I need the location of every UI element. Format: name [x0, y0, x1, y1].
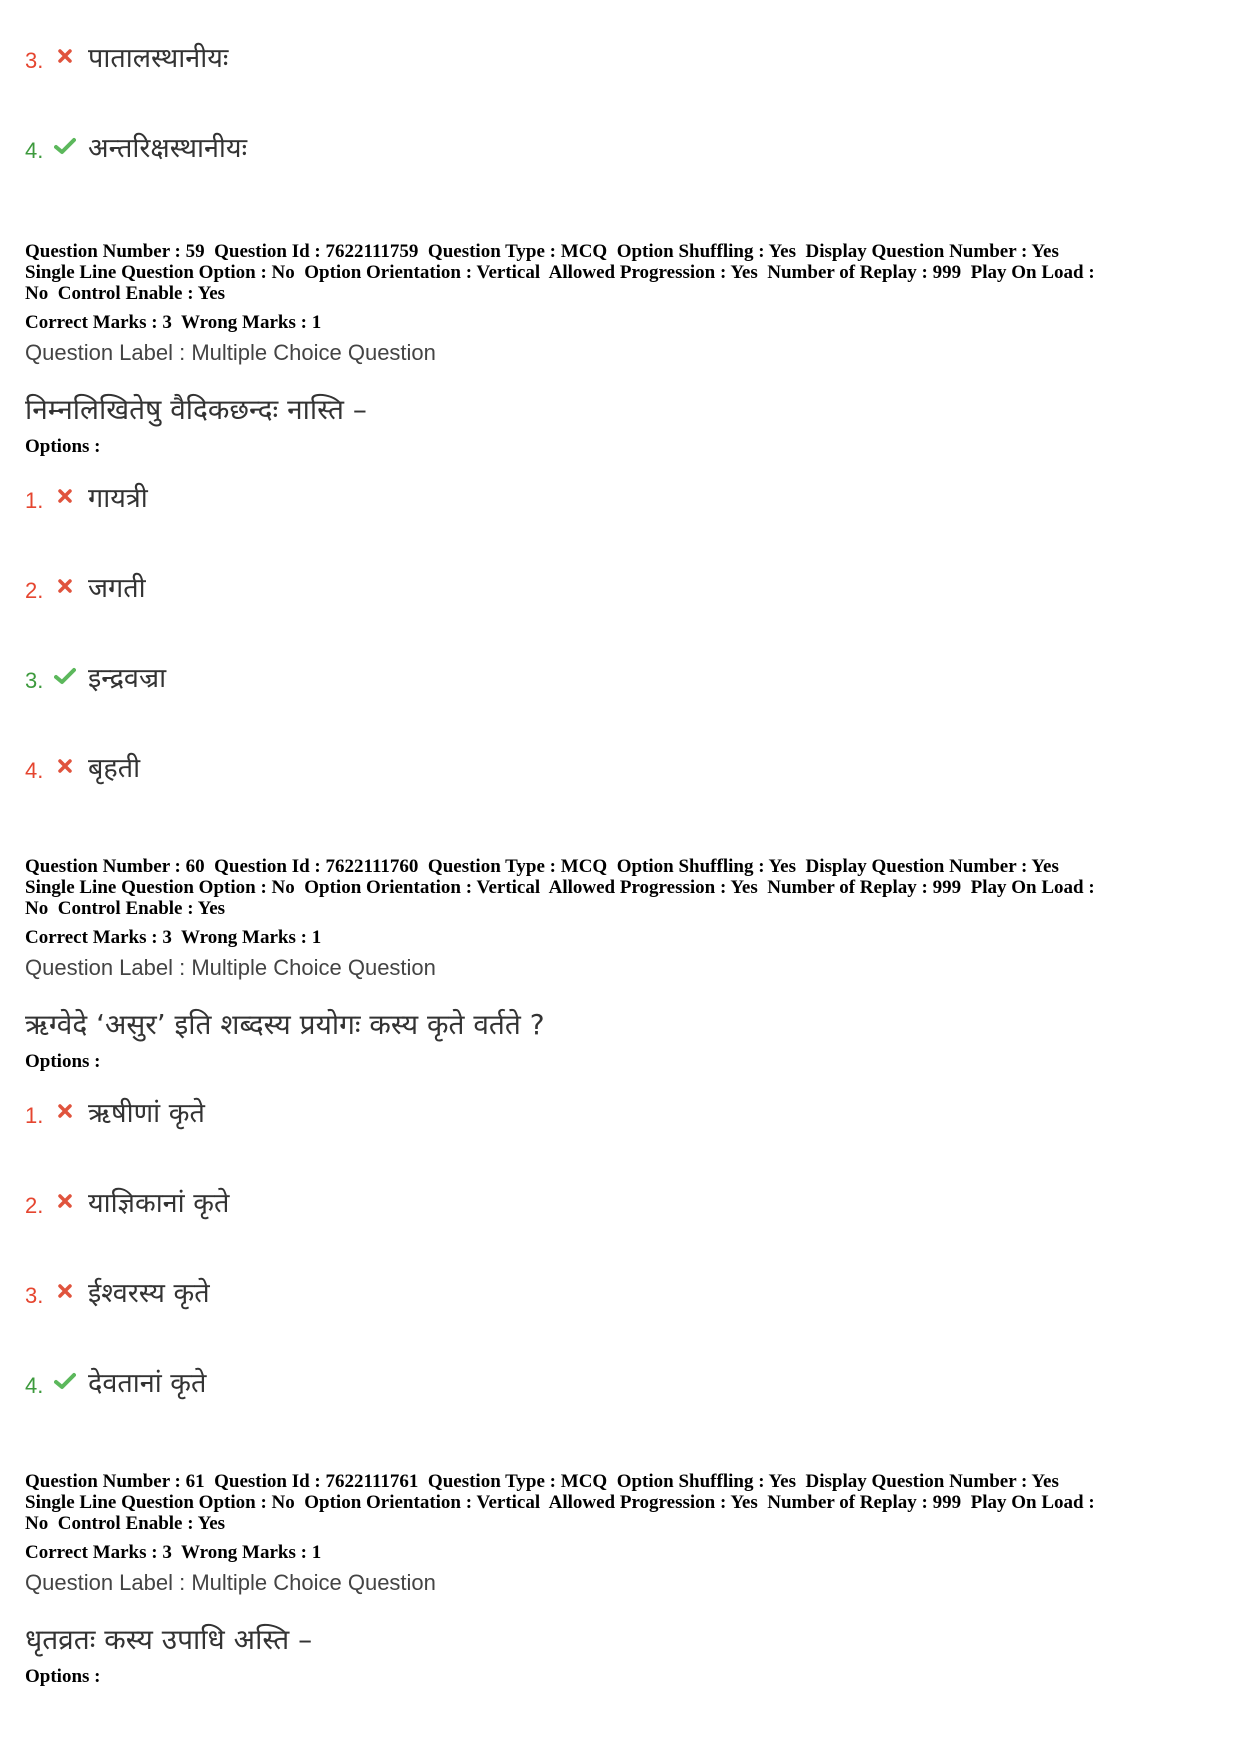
option-text: देवतानां कृते: [88, 1367, 207, 1399]
check-icon: [53, 1369, 77, 1393]
option-row: [25, 1361, 1240, 1401]
option-number: 3.: [25, 668, 44, 693]
question-label: Question Label : Multiple Choice Question: [25, 340, 436, 365]
question-text: धृतव्रतः कस्य उपाधि अस्ति –: [25, 1623, 313, 1656]
cross-icon: [53, 754, 77, 778]
option-text: गायत्री: [88, 482, 148, 514]
cross-icon: [53, 574, 77, 598]
option-text: ऋषीणां कृते: [88, 1097, 205, 1129]
option-row: [25, 656, 1240, 696]
cross-icon: [53, 484, 77, 508]
option-number: 2.: [25, 578, 44, 603]
question-meta-line: Single Line Question Option : No Option Orientation : Vertical Allowed Progression : Yes Number of Replay : 999 Play On Load :: [25, 1492, 1095, 1513]
question-block: [25, 856, 1240, 1401]
question-text: ऋग्वेदे ‘असुर’ इति शब्दस्य प्रयोगः कस्य कृते वर्तते ?: [25, 1008, 545, 1041]
marks-line: Correct Marks : 3 Wrong Marks : 1: [25, 927, 322, 948]
check-icon: [53, 664, 77, 688]
cross-icon: [53, 1189, 77, 1213]
option-list: [25, 476, 1240, 786]
option-text: जगती: [88, 572, 146, 604]
question-label: Question Label : Multiple Choice Question: [25, 1570, 436, 1595]
question-meta-line: No Control Enable : Yes: [25, 1513, 226, 1534]
question-meta-line: Question Number : 61 Question Id : 7622111761 Question Type : MCQ Option Shuffling : Yes Display Question Number : Yes: [25, 1471, 1059, 1492]
option-row: [25, 746, 1240, 786]
option-row: [25, 126, 1240, 166]
question-meta-line: Question Number : 59 Question Id : 7622111759 Question Type : MCQ Option Shuffling : Yes Display Question Number : Yes: [25, 241, 1059, 262]
question-meta-line: Question Number : 60 Question Id : 7622111760 Question Type : MCQ Option Shuffling : Yes Display Question Number : Yes: [25, 856, 1059, 877]
question-meta-line: No Control Enable : Yes: [25, 898, 226, 919]
options-heading: Options :: [25, 436, 101, 457]
question-text: निम्नलिखितेषु वैदिकछन्दः नास्ति –: [25, 393, 367, 426]
question-meta-line: No Control Enable : Yes: [25, 283, 226, 304]
option-number: 4.: [25, 138, 44, 163]
option-number: 3.: [25, 1283, 44, 1308]
question-meta-line: Single Line Question Option : No Option Orientation : Vertical Allowed Progression : Yes Number of Replay : 999 Play On Load :: [25, 877, 1095, 898]
question-block: [25, 1471, 1240, 1688]
question-meta-line: Single Line Question Option : No Option Orientation : Vertical Allowed Progression : Yes Number of Replay : 999 Play On Load :: [25, 262, 1095, 283]
option-number: 4.: [25, 758, 44, 783]
check-icon: [53, 134, 77, 158]
option-text: पातालस्थानीयः: [88, 42, 229, 74]
marks-line: Correct Marks : 3 Wrong Marks : 1: [25, 1542, 322, 1563]
option-text: अन्तरिक्षस्थानीयः: [88, 132, 248, 164]
question-label: Question Label : Multiple Choice Question: [25, 955, 436, 980]
cross-icon: [53, 44, 77, 68]
option-number: 4.: [25, 1373, 44, 1398]
option-row: [25, 1181, 1240, 1221]
option-text: ईश्वरस्य कृते: [88, 1277, 210, 1309]
option-row: [25, 1091, 1240, 1131]
marks-line: Correct Marks : 3 Wrong Marks : 1: [25, 312, 322, 333]
option-list: [25, 1091, 1240, 1401]
option-number: 1.: [25, 1103, 44, 1128]
option-number: 1.: [25, 488, 44, 513]
option-row: [25, 36, 1240, 76]
option-list: [25, 36, 1240, 166]
cross-icon: [53, 1099, 77, 1123]
cross-icon: [53, 1279, 77, 1303]
question-block: [25, 241, 1240, 786]
option-number: 3.: [25, 48, 44, 73]
option-row: [25, 476, 1240, 516]
option-row: [25, 566, 1240, 606]
options-heading: Options :: [25, 1666, 101, 1687]
options-heading: Options :: [25, 1051, 101, 1072]
option-text: याज्ञिकानां कृते: [88, 1187, 230, 1219]
option-row: [25, 1271, 1240, 1311]
option-text: बृहती: [88, 752, 141, 784]
option-number: 2.: [25, 1193, 44, 1218]
option-text: इन्द्रवज्रा: [88, 662, 167, 694]
